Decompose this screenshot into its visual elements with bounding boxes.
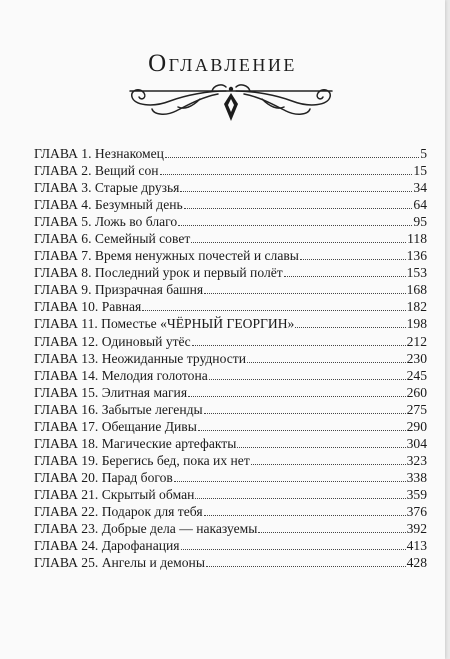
dot-leader (237, 447, 405, 448)
page-number: 260 (406, 384, 427, 400)
chapter-title: ГЛАВА 5. Ложь во благо (34, 214, 178, 230)
toc-entry (34, 470, 427, 487)
flourish-ornament-icon (122, 77, 340, 125)
chapter-title: ГЛАВА 25. Ангелы и демоны (34, 555, 205, 571)
chapter-title: ГЛАВА 16. Забытые легенды (34, 401, 203, 417)
page-number: 428 (406, 555, 427, 571)
dot-leader (178, 225, 412, 226)
dot-leader (247, 362, 406, 363)
page-number: 34 (413, 180, 427, 196)
page-number: 64 (413, 197, 427, 213)
dot-leader (209, 379, 406, 380)
dot-leader (192, 345, 406, 346)
dot-leader (180, 191, 412, 192)
toc-entry (34, 538, 427, 555)
chapter-title: ГЛАВА 6. Семейный совет (34, 231, 191, 247)
page-number: 359 (406, 486, 427, 502)
toc-entry (34, 334, 427, 351)
dot-leader (204, 293, 405, 294)
page-number: 168 (406, 282, 427, 298)
page-number: 118 (407, 231, 427, 247)
toc-entry (34, 436, 427, 453)
dot-leader (174, 481, 406, 482)
dot-leader (284, 276, 406, 277)
toc-entry (34, 265, 427, 282)
chapter-title: ГЛАВА 10. Равная (34, 299, 142, 315)
page-number: 304 (406, 435, 427, 451)
dot-leader (188, 396, 406, 397)
dot-leader (191, 242, 406, 243)
toc-entry (34, 214, 427, 231)
dot-leader (295, 327, 405, 328)
page-title: Оглавление (148, 50, 297, 77)
toc-entry (34, 521, 427, 538)
chapter-title: ГЛАВА 3. Старые друзья (34, 180, 180, 196)
toc-entry (34, 402, 427, 419)
dot-leader (300, 259, 406, 260)
chapter-title: ГЛАВА 19. Берегись бед, пока их нет (34, 452, 250, 468)
chapter-title: ГЛАВА 14. Мелодия голотона (34, 367, 208, 383)
toc-entry (34, 351, 427, 368)
dot-leader (204, 515, 406, 516)
table-of-contents (34, 146, 427, 572)
toc-entry (34, 248, 427, 265)
page-number: 376 (406, 503, 427, 519)
page-number: 413 (406, 538, 427, 554)
toc-entry (34, 555, 427, 572)
page-number: 95 (413, 214, 427, 230)
page-number: 275 (406, 401, 427, 417)
toc-entry (34, 385, 427, 402)
chapter-title: ГЛАВА 8. Последний урок и первый полёт (34, 265, 283, 281)
dot-leader (195, 498, 405, 499)
chapter-title: ГЛАВА 4. Безумный день (34, 197, 183, 213)
chapter-title: ГЛАВА 9. Призрачная башня (34, 282, 204, 298)
page-number: 392 (406, 521, 427, 537)
page-number: 15 (413, 163, 427, 179)
toc-entry (34, 299, 427, 316)
dot-leader (206, 566, 406, 567)
page-number: 5 (420, 146, 427, 161)
chapter-title: ГЛАВА 15. Элитная магия (34, 384, 188, 400)
page-number: 230 (406, 350, 427, 366)
chapter-title: ГЛАВА 12. Одиновый утёс (34, 333, 191, 349)
dot-leader (251, 464, 406, 465)
toc-entry (34, 197, 427, 214)
chapter-title: ГЛАВА 7. Время ненужных почестей и славы (34, 248, 299, 264)
chapter-title: ГЛАВА 20. Парад богов (34, 469, 173, 485)
page-number: 212 (406, 333, 427, 349)
dot-leader (165, 157, 419, 158)
page-number: 245 (406, 367, 427, 383)
chapter-title: ГЛАВА 21. Скрытый обман (34, 486, 195, 502)
chapter-title: ГЛАВА 24. Дарофанация (34, 538, 180, 554)
page-number: 182 (406, 299, 427, 315)
page-number: 136 (406, 248, 427, 264)
toc-entry (34, 231, 427, 248)
page-number: 153 (406, 265, 427, 281)
toc-entry (34, 419, 427, 436)
chapter-title: ГЛАВА 2. Вещий сон (34, 163, 159, 179)
chapter-title: ГЛАВА 11. Поместье «ЧЁРНЫЙ ГЕОРГИН» (34, 316, 295, 332)
dot-leader (204, 413, 406, 414)
toc-entry (34, 316, 427, 333)
chapter-title: ГЛАВА 13. Неожиданные трудности (34, 350, 246, 366)
toc-entry (34, 163, 427, 180)
toc-entry (34, 504, 427, 521)
page-number: 198 (406, 316, 427, 332)
toc-entry (34, 368, 427, 385)
dot-leader (160, 174, 413, 175)
page-number: 338 (406, 469, 427, 485)
toc-entry (34, 453, 427, 470)
chapter-title: ГЛАВА 1. Незнакомец (34, 146, 164, 161)
toc-entry (34, 282, 427, 299)
dot-leader (181, 549, 406, 550)
dot-leader (198, 430, 406, 431)
chapter-title: ГЛАВА 17. Обещание Дивы (34, 418, 197, 434)
toc-entry (34, 180, 427, 197)
page-number: 323 (406, 452, 427, 468)
dot-leader (142, 310, 405, 311)
chapter-title: ГЛАВА 23. Добрые дела — наказуемы (34, 521, 258, 537)
chapter-title: ГЛАВА 22. Подарок для тебя (34, 503, 203, 519)
dot-leader (184, 208, 413, 209)
page-number: 290 (406, 418, 427, 434)
dot-leader (258, 532, 405, 533)
chapter-title: ГЛАВА 18. Магические артефакты (34, 435, 237, 451)
toc-entry (34, 487, 427, 504)
toc-entry (34, 146, 427, 163)
